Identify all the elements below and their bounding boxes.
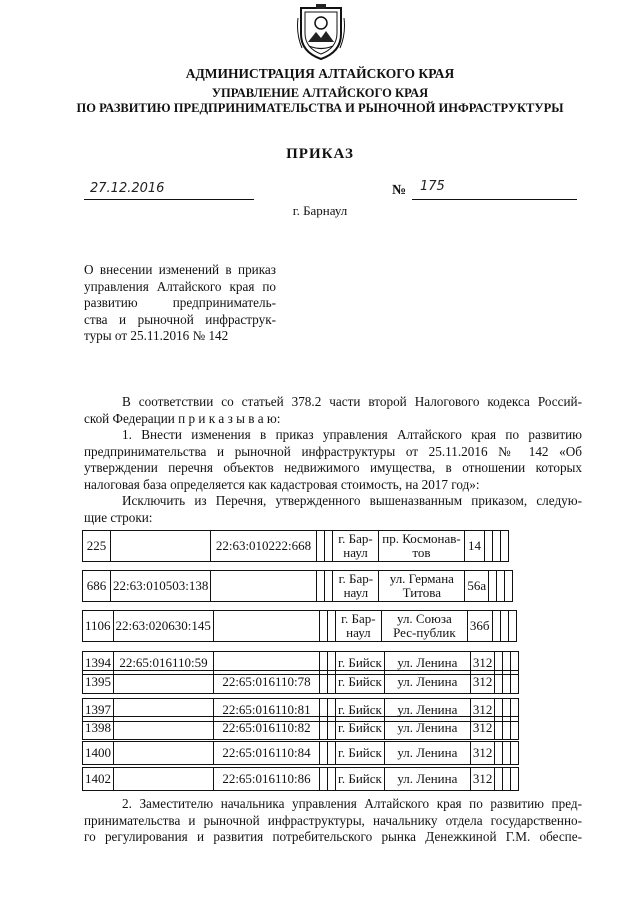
cadastral-building-cell: 22:63:010503:138 [111,571,211,602]
empty-cell [495,671,503,694]
row-number-cell: 225 [83,531,111,562]
document-title: ПРИКАЗ [286,146,354,162]
number-label: № [392,183,407,198]
table-row [82,570,513,602]
house-cell: 312 [470,652,495,675]
cadastral-building-cell [114,742,214,765]
row-number-cell: 1402 [83,768,114,791]
city-cell: г. Бар-наул [333,531,379,562]
empty-cell [511,768,519,791]
empty-cell [511,671,519,694]
city-label: г. Барнаул [292,203,348,218]
table-row [82,670,519,694]
paragraph-preamble [84,394,582,427]
cadastral-building-cell [114,717,214,740]
cadastral-building-cell [114,768,214,791]
subject-line: О внесении изменений в приказ [84,262,276,277]
empty-cell [503,742,511,765]
department-title-line2: ПО РАЗВИТИЮ ПРЕДПРИНИМАТЕЛЬСТВА И РЫНОЧНОЙ ИНФРАСТРУКТУРЫ [76,101,564,115]
subject-line: развитию предприниматель- [84,295,276,310]
empty-cell [328,768,336,791]
subject-block [84,262,276,345]
cadastral-premises-cell: 22:65:016110:86 [214,768,320,791]
empty-cell [317,531,325,562]
empty-cell [320,742,328,765]
row-number-cell: 686 [83,571,111,602]
street-cell: ул. Германа Титова [379,571,465,602]
subject-line: ства и рыночной инфраструк- [84,311,276,327]
date-line [84,183,254,200]
empty-cell [320,671,328,694]
city-cell: г. Бийск [336,717,385,740]
empty-cell [325,571,333,602]
row-number-cell: 1397 [83,699,114,722]
empty-cell [325,531,333,562]
empty-cell [328,742,336,765]
org-title: АДМИНИСТРАЦИЯ АЛТАЙСКОГО КРАЯ [185,66,455,81]
empty-cell [508,611,516,642]
text-line: утверждении перечня объектов недвижимого имущества, в отношении которых [84,460,582,475]
text-line: В соответствии со статьей 378.2 части второй Налогового кодекса Россий- [122,394,582,409]
house-cell: 36б [467,611,492,642]
cadastral-premises-cell: 22:63:010222:668 [211,531,317,562]
cadastral-premises-cell: 22:65:016110:82 [214,717,320,740]
empty-cell [503,768,511,791]
house-cell: 14 [465,531,485,562]
cadastral-premises-cell [211,571,317,602]
cadastral-premises-cell: 22:65:016110:84 [214,742,320,765]
empty-cell [511,742,519,765]
subject-line: управления Алтайского края по [84,278,276,294]
house-cell: 312 [470,671,495,694]
empty-cell [320,717,328,740]
city-cell: г. Бийск [336,652,385,675]
cadastral-premises-cell: 22:65:016110:78 [214,671,320,694]
text-line: щие строки: [84,509,153,525]
city-cell: г. Бар-наул [333,571,379,602]
empty-cell [317,571,325,602]
text-line: 2. Заместителю начальника управления Алтайского края по развитию пред- [122,796,582,811]
subject-line: туры от 25.11.2016 № 142 [84,328,229,343]
empty-cell [505,571,513,602]
house-cell: 56а [465,571,489,602]
department-title-line1: УПРАВЛЕНИЕ АЛТАЙСКОГО КРАЯ [211,86,429,100]
empty-cell [511,717,519,740]
empty-cell [493,531,501,562]
row-number-cell: 1395 [83,671,114,694]
empty-cell [500,611,508,642]
cadastral-premises-cell: 22:65:016110:81 [214,699,320,722]
coat-of-arms-emblem [296,4,346,62]
city-cell: г. Бар-наул [335,611,381,642]
text-line: 1. Внести изменения в приказ управления Алтайского края по развитию [122,427,582,442]
empty-cell [327,611,335,642]
house-cell: 312 [470,699,495,722]
empty-cell [328,671,336,694]
row-number-cell: 1398 [83,717,114,740]
paragraph-item-2 [84,796,582,846]
table-row [82,610,517,642]
house-cell: 312 [470,717,495,740]
empty-cell [495,768,503,791]
row-number-cell: 1106 [83,611,114,642]
text-line: предпринимательства и рыночной инфраструктуры от 25.11.2016 № 142 «Об [84,443,582,459]
cadastral-building-cell: 22:63:020630:145 [113,611,213,642]
city-cell: г. Бийск [336,671,385,694]
empty-cell [489,571,497,602]
table-row [82,716,519,740]
empty-cell [497,571,505,602]
street-cell: ул. Союза Рес-публик [381,611,467,642]
empty-cell [495,717,503,740]
city-cell: г. Бийск [336,699,385,722]
empty-cell [320,768,328,791]
street-cell: пр. Космонав-тов [379,531,465,562]
table-row [82,741,519,765]
number-handwritten: 175 [420,179,445,194]
row-number-cell: 1400 [83,742,114,765]
empty-cell [492,611,500,642]
empty-cell [485,531,493,562]
text-line: ской Федерации п р и к а з ы в а ю: [84,410,281,426]
street-cell: ул. Ленина [384,768,470,791]
street-cell: ул. Ленина [384,717,470,740]
date-handwritten: 27.12.2016 [90,181,165,196]
empty-cell [495,742,503,765]
empty-cell [328,717,336,740]
text-line: принимательства и рыночной инфраструктуры, начальнику отдела государственно- [84,812,582,828]
cadastral-building-cell [114,671,214,694]
row-number-cell: 1394 [83,652,114,675]
paragraph-exclude [84,493,582,526]
text-line: Исключить из Перечня, утвержденного вышеназванным приказом, следую- [122,493,582,508]
street-cell: ул. Ленина [384,699,470,722]
street-cell: ул. Ленина [384,671,470,694]
house-cell: 312 [470,768,495,791]
city-cell: г. Бийск [336,742,385,765]
cadastral-building-cell [111,531,211,562]
street-cell: ул. Ленина [384,742,470,765]
empty-cell [319,611,327,642]
text-line: налоговая база определяется как кадастровая стоимость, на 2017 год»: [84,476,480,492]
empty-cell [501,531,509,562]
cadastral-building-cell: 22:65:016110:59 [114,652,214,675]
paragraph-item-1 [84,427,582,493]
empty-cell [503,671,511,694]
table-row [82,767,519,791]
cadastral-premises-cell [213,611,319,642]
table-row [82,530,509,562]
empty-cell [503,717,511,740]
city-cell: г. Бийск [336,768,385,791]
number-line [412,179,577,200]
house-cell: 312 [470,742,495,765]
street-cell: ул. Ленина [384,652,470,675]
text-line: го регулирования и развития потребительского рынка Денежкиной Г.М. обеспе- [84,829,582,844]
